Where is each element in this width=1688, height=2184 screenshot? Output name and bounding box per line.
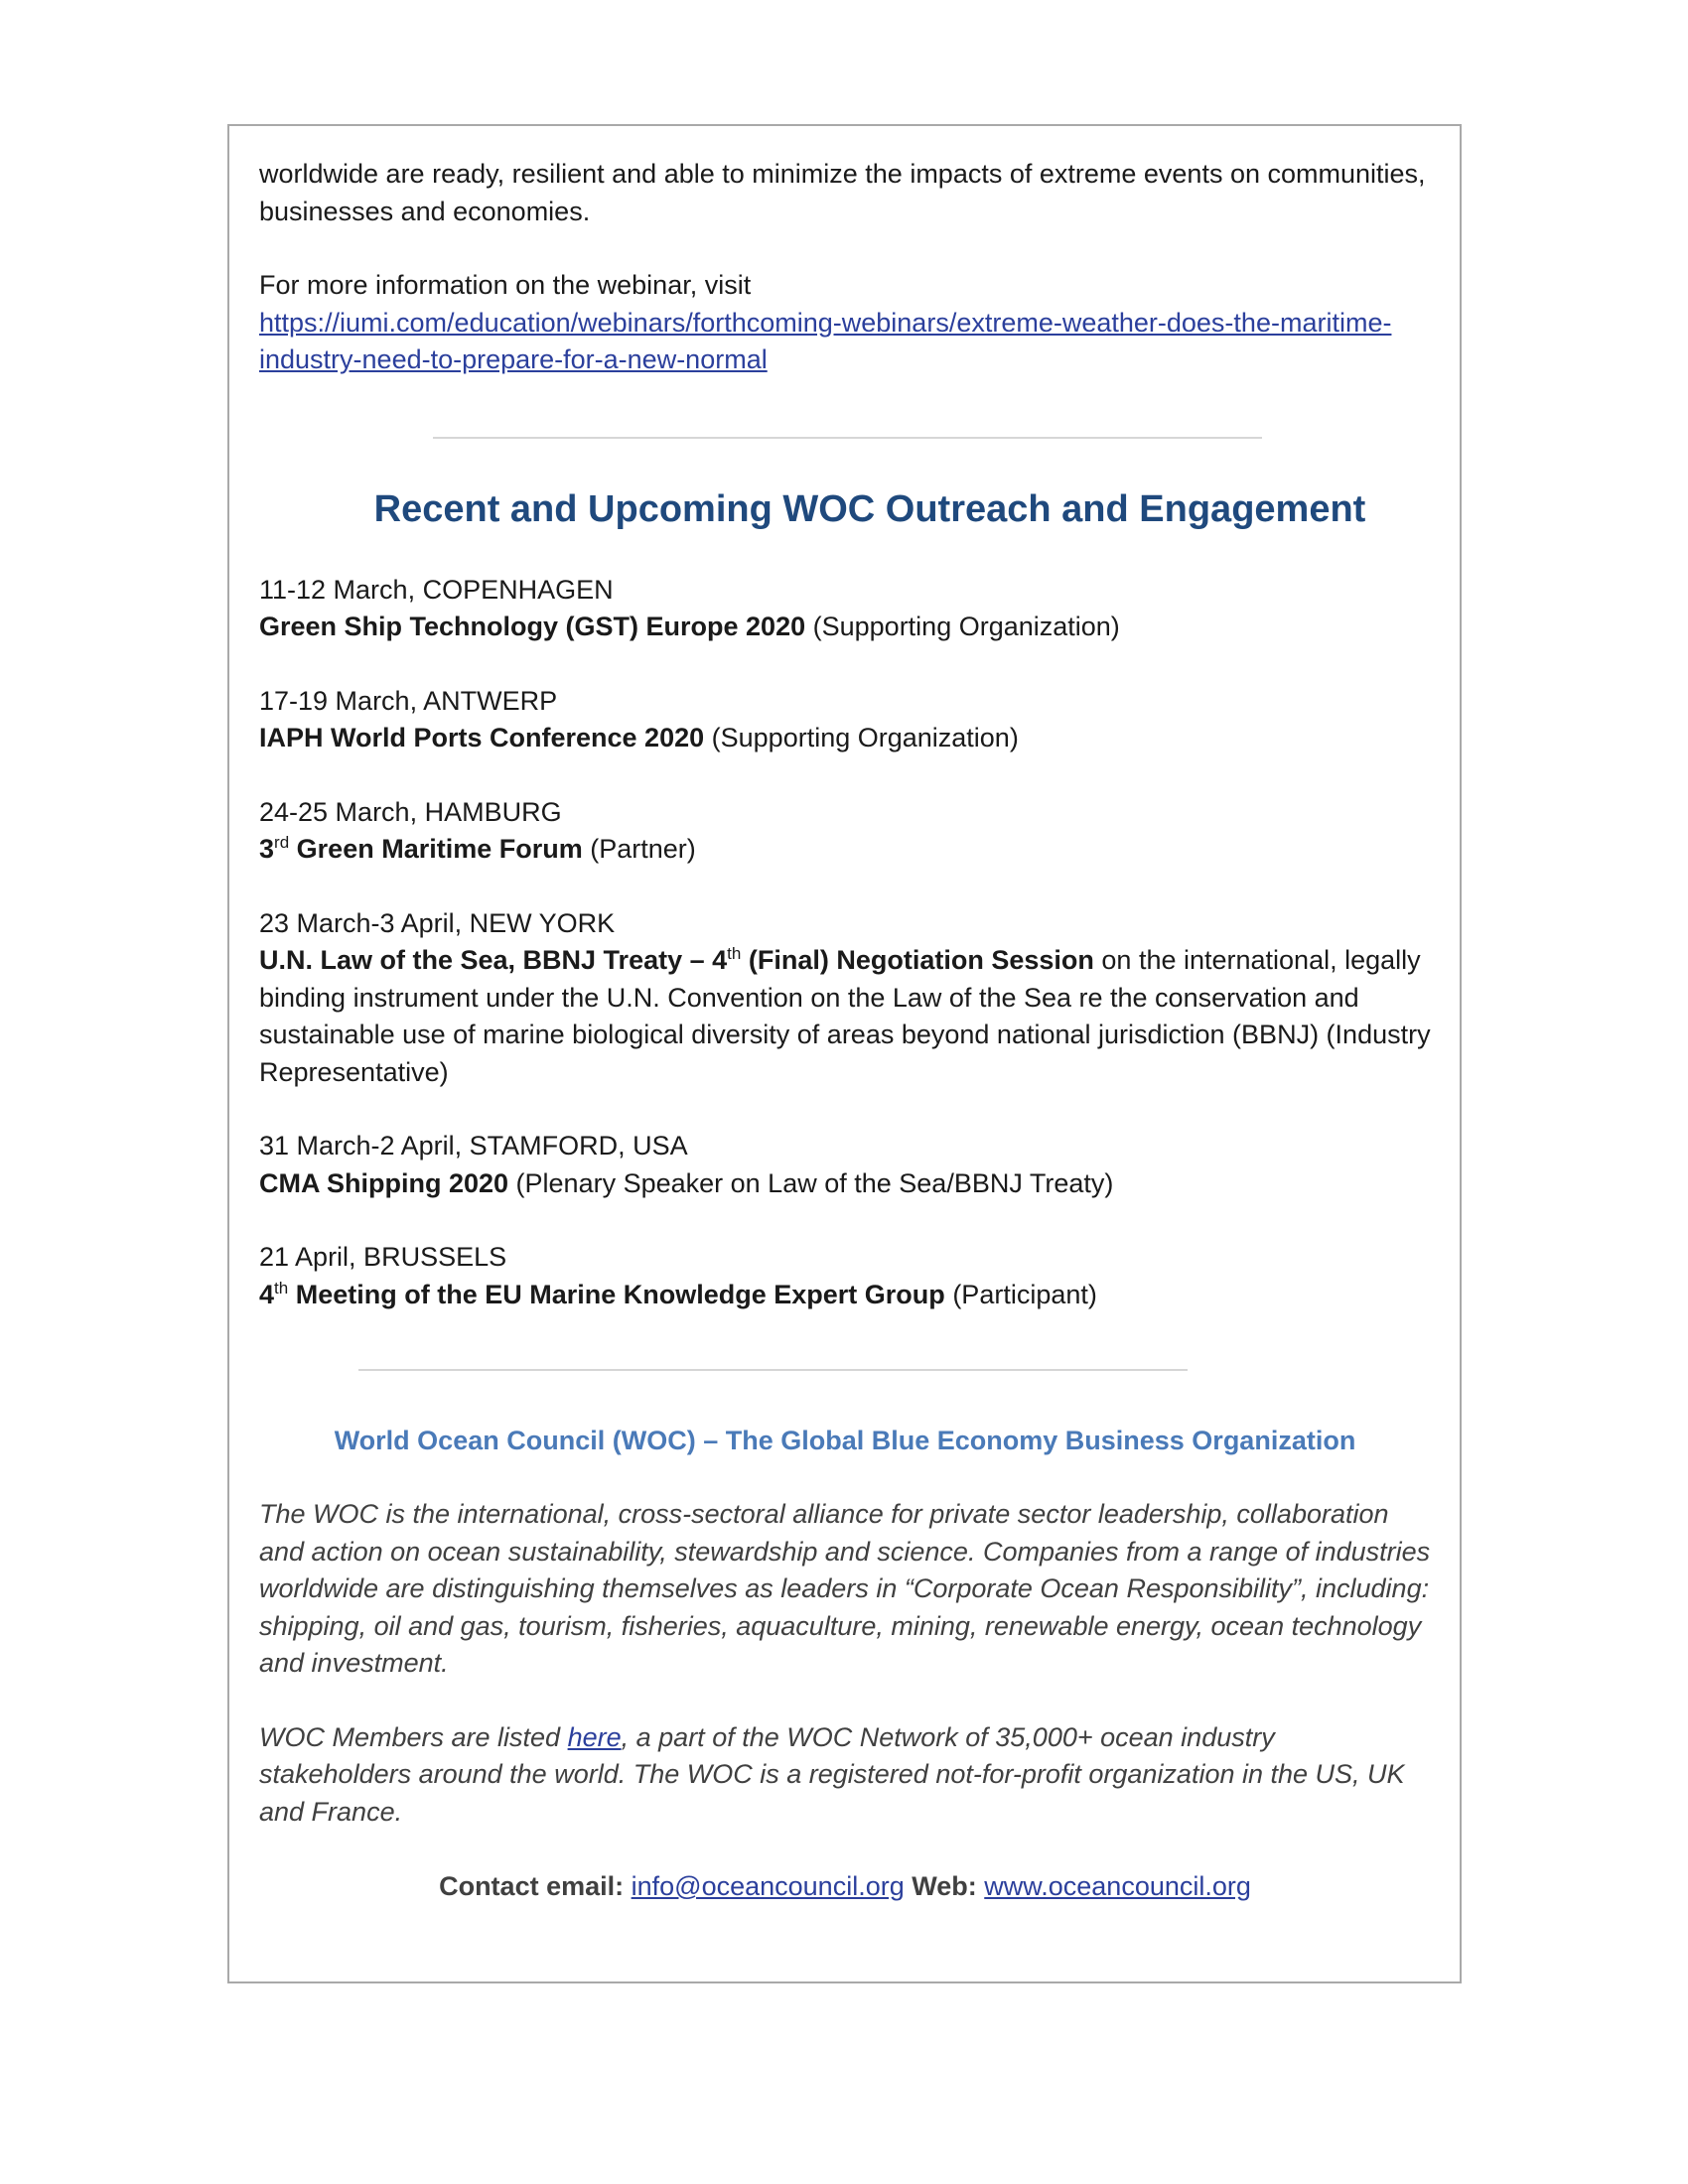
event-date-location: 23 March-3 April, NEW YORK (259, 907, 616, 938)
event-description (259, 831, 1431, 869)
contact-email-label: Contact email: (439, 1871, 625, 1901)
contact-email-link[interactable]: info@oceancouncil.org (631, 1871, 905, 1901)
event-description (259, 942, 1431, 1091)
event-role: (Plenary Speaker on Law of the Sea/BBNJ Treaty) (515, 1167, 1114, 1198)
event-date-location: 31 March-2 April, STAMFORD, USA (259, 1131, 688, 1160)
event-description (259, 1165, 1431, 1203)
event-title: Green Ship Technology (GST) Europe 2020 (259, 612, 806, 641)
event-title-prefix: 3 (259, 834, 275, 864)
event-role: (Participant) (952, 1279, 1097, 1309)
newsletter-frame (227, 124, 1462, 1983)
contact-line (259, 1868, 1431, 1906)
events-list (259, 572, 1431, 1314)
section-title: Recent and Upcoming WOC Outreach and Engagement (373, 487, 1366, 530)
event-description (259, 720, 1431, 757)
event-title: IAPH World Ports Conference 2020 (259, 723, 705, 752)
event-item (259, 1128, 1431, 1202)
event-title-prefix: 4 (259, 1279, 275, 1309)
event-title-sup: rd (274, 833, 290, 852)
members-link[interactable]: here (567, 1721, 622, 1752)
event-description (259, 1277, 1431, 1314)
event-date-location: 24-25 March, HAMBURG (259, 796, 562, 827)
more-info-paragraph (259, 267, 1431, 379)
event-date-location: 17-19 March, ANTWERP (259, 685, 558, 716)
event-title-sup: th (727, 944, 742, 963)
event-date-location: 21 April, BRUSSELS (259, 1242, 507, 1272)
members-suffix: , a part of the WOC Network of 35,000+ ocean industry stakeholders around the world. The WOC is a registered not-for-profit organization in the US, UK and France. (259, 1721, 1405, 1827)
members-prefix: WOC Members are listed (259, 1721, 561, 1752)
event-role: on the international, legally binding instrument under the U.N. Convention on the Law of the Sea re the conservation and sustainable use of marine biological diversity of areas beyond national jurisdiction (BBNJ) (Industry Representative) (259, 945, 1431, 1087)
event-title: CMA Shipping 2020 (259, 1167, 509, 1198)
event-role: (Partner) (590, 834, 696, 864)
event-item (259, 905, 1431, 1092)
newsletter-content (259, 156, 1431, 1906)
event-title-suffix: (Final) Negotiation Session (748, 945, 1094, 975)
more-info-prefix: For more information on the webinar, visit (259, 270, 752, 300)
event-title: U.N. Law of the Sea, BBNJ Treaty – 4 (259, 945, 728, 975)
divider (433, 437, 1262, 439)
about-heading: World Ocean Council (WOC) – The Global Blue Economy Business Organization (334, 1426, 1356, 1455)
intro-text: worldwide are ready, resilient and able to minimize the impacts of extreme events on communities, businesses and economies. (259, 159, 1426, 226)
divider (358, 1369, 1188, 1371)
event-item (259, 683, 1431, 757)
event-item (259, 1239, 1431, 1313)
event-role: (Supporting Organization) (812, 612, 1120, 641)
contact-web-link[interactable]: www.oceancouncil.org (984, 1871, 1251, 1901)
contact-web-label: Web: (912, 1871, 977, 1901)
event-description (259, 609, 1431, 646)
event-item (259, 572, 1431, 646)
members-paragraph (259, 1719, 1431, 1832)
event-item (259, 794, 1431, 869)
event-role: (Supporting Organization) (711, 723, 1019, 752)
event-date-location: 11-12 March, COPENHAGEN (259, 574, 614, 605)
about-paragraph: The WOC is the international, cross-sectoral alliance for private sector leadership, collaboration and action on ocean sustainability, stewardship and science. Companies from a range of industries worldwide are distinguishing themselves as leaders in “Corporate Ocean Responsibility”, including: shipping, oil and gas, tourism, fisheries, aquaculture, mining, renewable energy, ocean technology and investment. (259, 1499, 1431, 1678)
event-title: Meeting of the EU Marine Knowledge Expert Group (295, 1279, 945, 1309)
event-title-sup: th (274, 1278, 289, 1297)
event-title: Green Maritime Forum (296, 834, 583, 864)
webinar-link[interactable]: https://iumi.com/education/webinars/forthcoming-webinars/extreme-weather-does-the-maritime-industry-need-to-prepare-for-a-new-normal (259, 307, 1392, 374)
